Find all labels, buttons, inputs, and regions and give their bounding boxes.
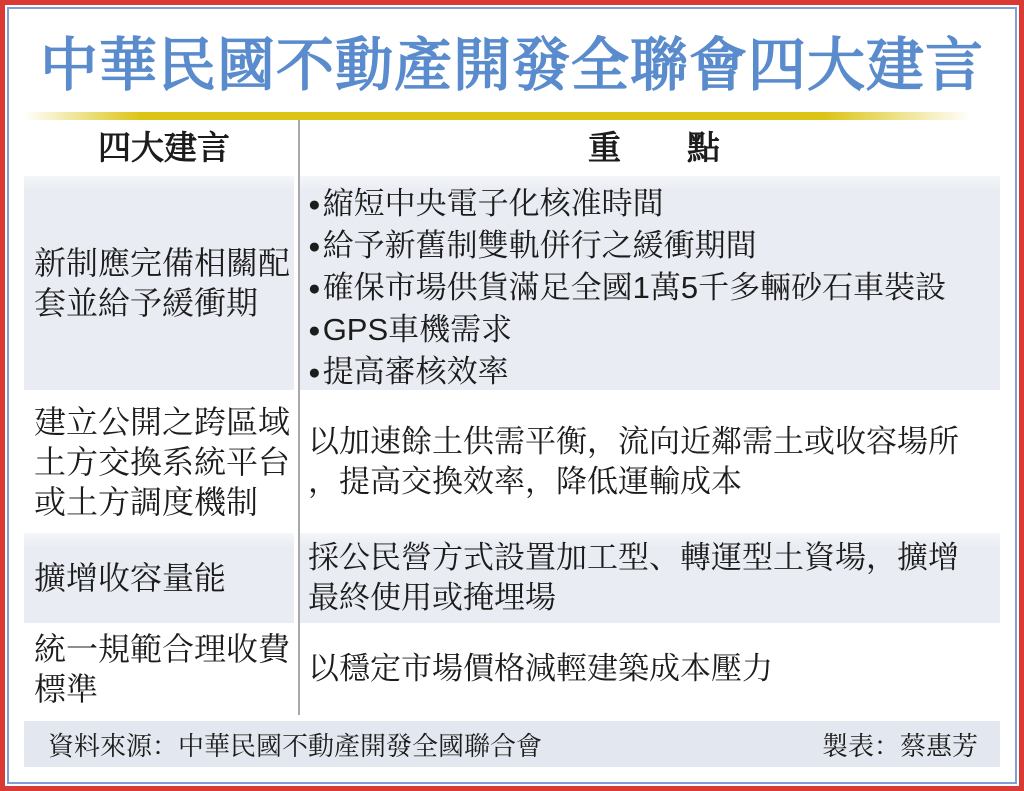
suggestions-table [24,120,1000,715]
column-header-suggestions: 四大建言 [98,129,230,166]
suggestion-text: 統一規範合理收費 [34,631,291,667]
suggestion-text: 建立公開之跨區域 [34,403,291,440]
bullet-item [308,309,1000,351]
keypoint-text: 以穩定市場價格減輕建築成本壓力 [308,651,773,686]
suggestion-cell [24,176,294,390]
suggestion-text: 新制應完備相關配 [34,245,291,281]
keypoints-cell [298,176,1000,390]
table-row-capacity [24,533,1000,623]
bullet-item [308,183,1000,225]
bullet-icon: ● [308,277,321,300]
bullet-text: 提高審核效率 [322,354,509,389]
table-row-new-system [24,176,1000,390]
footer [24,721,1000,767]
table-row-fee-standard [24,623,1000,715]
keypoints-cell [298,623,1000,715]
suggestion-text: 擴增收容量能 [34,560,227,596]
bullet-icon: ● [308,235,321,258]
bullet-item [308,225,1000,267]
bullet-item [308,267,1000,309]
page-inner-frame [7,7,1017,784]
column-header-keypoints: 重 點 [298,120,1000,176]
keypoint-text: 採公民營方式設置加工型、轉運型土資場，擴增 [308,540,959,575]
page-title: 中華民國不動產開發全聯會四大建言 [39,33,984,98]
suggestion-text: 或土方調度機制 [34,483,259,520]
bullet-text: 確保市場供貨滿足全國1萬5千多輛砂石車裝設 [322,270,947,305]
suggestion-text: 套並給予緩衝期 [34,285,259,321]
suggestion-cell [24,533,294,623]
source-note: 資料來源：中華民國不動產開發全國聯合會 [48,730,543,761]
suggestion-cell [24,623,294,715]
keypoints-cell [298,390,1000,533]
bullet-item [308,351,1000,393]
bullet-text: GPS車機需求 [322,312,513,347]
keypoint-text: 最終使用或掩埋場 [308,580,556,615]
title-underline [24,112,1000,120]
bullet-text: 縮短中央電子化核准時間 [322,186,664,221]
bullet-text: 給予新舊制雙軌併行之緩衝期間 [322,228,757,263]
table-header-row [24,120,1000,176]
keypoint-text: ，提高交換效率，降低運輸成本 [308,463,742,499]
bullet-icon: ● [308,319,321,342]
keypoint-text: 以加速餘土供需平衡，流向近鄰需土或收容場所 [308,423,959,459]
suggestion-text: 標準 [34,671,99,707]
bullet-icon: ● [308,193,321,216]
keypoints-cell [298,533,1000,623]
bullet-icon: ● [308,361,321,384]
table-row-exchange-platform [24,390,1000,533]
suggestion-cell [24,390,294,533]
suggestion-text: 土方交換系統平台 [34,443,291,480]
credit-note: 製表：蔡惠芳 [821,730,978,761]
